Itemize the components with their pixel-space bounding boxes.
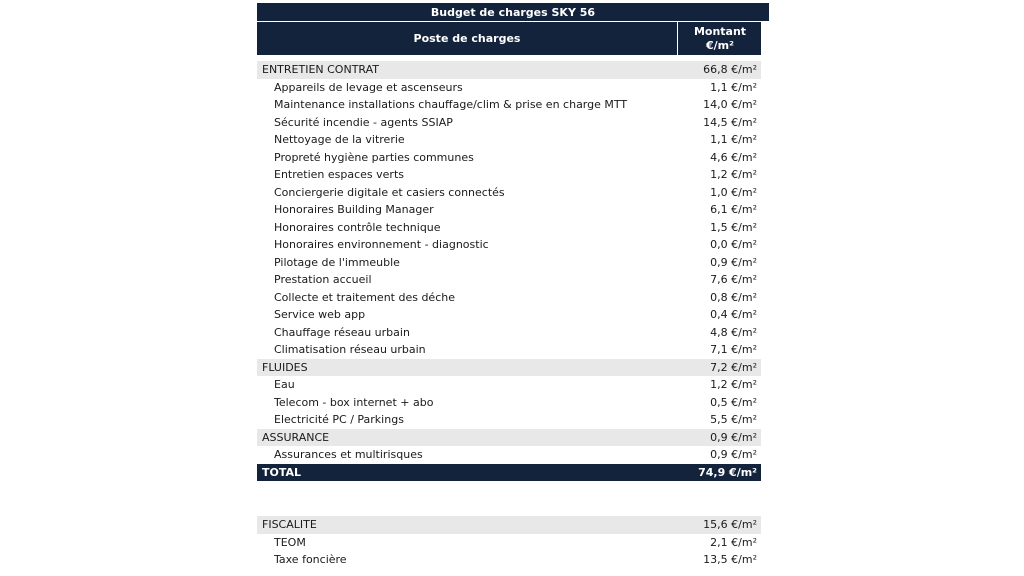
row-amount: 2,1 €/m² [710, 535, 757, 549]
row-label: TOTAL [262, 465, 302, 479]
row-amount: 74,9 €/m² [698, 465, 757, 479]
table-row [257, 96, 761, 114]
header-montant-unit: €/m² [706, 38, 734, 52]
table-row [257, 131, 761, 149]
table-row [257, 236, 761, 254]
budget-sheet [257, 0, 769, 576]
row-label: Honoraires contrôle technique [274, 220, 441, 234]
row-amount: 0,9 €/m² [710, 448, 757, 461]
row-label: Collecte et traitement des déche [274, 290, 455, 304]
row-amount: 7,1 €/m² [710, 343, 757, 356]
row-label: Nettoyage de la vitrerie [274, 133, 405, 146]
category-row [257, 516, 761, 534]
row-label: Service web app [274, 308, 366, 321]
table-row [257, 446, 761, 464]
table-row [257, 219, 761, 237]
row-amount: 1,1 €/m² [710, 133, 757, 146]
table-header [257, 22, 761, 55]
row-label: Honoraires environnement - diagnostic [274, 238, 489, 251]
table-row [257, 551, 761, 569]
row-label: Sécurité incendie - agents SSIAP [274, 115, 453, 129]
row-label: Climatisation réseau urbain [274, 343, 426, 356]
table-row [257, 184, 761, 202]
table-row [257, 394, 761, 412]
table-row [257, 149, 761, 167]
row-label: Appareils de levage et ascenseurs [274, 80, 463, 94]
row-amount: 0,5 €/m² [710, 395, 757, 409]
row-label: Honoraires Building Manager [274, 203, 434, 216]
row-label: Entretien espaces verts [274, 168, 404, 181]
category-row [257, 61, 761, 79]
row-amount: 13,5 €/m² [703, 553, 757, 566]
row-amount: 0,8 €/m² [710, 290, 757, 304]
row-label: ASSURANCE [262, 430, 330, 444]
row-amount: 14,0 €/m² [703, 98, 757, 111]
table-row [257, 324, 761, 342]
row-label: ENTRETIEN CONTRAT [262, 63, 380, 76]
row-amount: 1,1 €/m² [710, 80, 757, 94]
row-amount: 1,0 €/m² [710, 185, 757, 199]
row-label: Taxe foncière [274, 553, 347, 566]
total-row [257, 464, 761, 482]
table-row [257, 341, 761, 359]
row-amount: 0,0 €/m² [710, 238, 757, 251]
row-label: Pilotage de l'immeuble [274, 255, 400, 269]
row-amount: 1,2 €/m² [710, 168, 757, 181]
row-amount: 0,4 €/m² [710, 308, 757, 321]
table-row [257, 306, 761, 324]
row-label: Telecom - box internet + abo [274, 395, 434, 409]
table-row [257, 376, 761, 394]
row-amount: 0,9 €/m² [710, 255, 757, 269]
row-amount: 66,8 €/m² [703, 63, 757, 76]
row-label: FLUIDES [262, 360, 308, 374]
row-amount: 6,1 €/m² [710, 203, 757, 216]
table-row [257, 271, 761, 289]
row-amount: 7,2 €/m² [710, 360, 757, 374]
row-amount: 0,9 €/m² [710, 430, 757, 444]
row-label: Eau [274, 378, 295, 391]
table-row [257, 201, 761, 219]
table-title: Budget de charges SKY 56 [257, 3, 769, 21]
row-label: FISCALITE [262, 518, 317, 531]
row-label: Chauffage réseau urbain [274, 325, 410, 339]
header-montant-label: Montant [693, 24, 747, 38]
row-amount: 5,5 €/m² [710, 413, 757, 426]
category-row [257, 359, 761, 377]
category-row [257, 429, 761, 447]
header-poste: Poste de charges [413, 32, 521, 45]
row-label: Prestation accueil [274, 273, 372, 286]
row-amount: 1,2 €/m² [710, 378, 757, 391]
fiscalite-table-body [257, 516, 761, 569]
table-row [257, 289, 761, 307]
row-label: Electricité PC / Parkings [274, 413, 404, 426]
table-row [257, 166, 761, 184]
charges-table-body [257, 61, 761, 481]
row-amount: 4,6 €/m² [710, 150, 757, 164]
table-row [257, 114, 761, 132]
table-row [257, 411, 761, 429]
row-label: Assurances et multirisques [274, 448, 423, 461]
row-amount: 7,6 €/m² [710, 273, 757, 286]
row-amount: 1,5 €/m² [710, 220, 757, 234]
row-amount: 15,6 €/m² [703, 518, 757, 531]
row-label: Propreté hygiène parties communes [274, 150, 474, 164]
header-montant [677, 22, 762, 55]
row-label: Conciergerie digitale et casiers connectés [274, 185, 505, 199]
row-amount: 14,5 €/m² [703, 115, 757, 129]
table-row [257, 534, 761, 552]
row-label: Maintenance installations chauffage/clim & prise en charge MTT [274, 98, 628, 111]
row-label: TEOM [274, 535, 306, 549]
table-row [257, 79, 761, 97]
table-row [257, 254, 761, 272]
row-amount: 4,8 €/m² [710, 325, 757, 339]
